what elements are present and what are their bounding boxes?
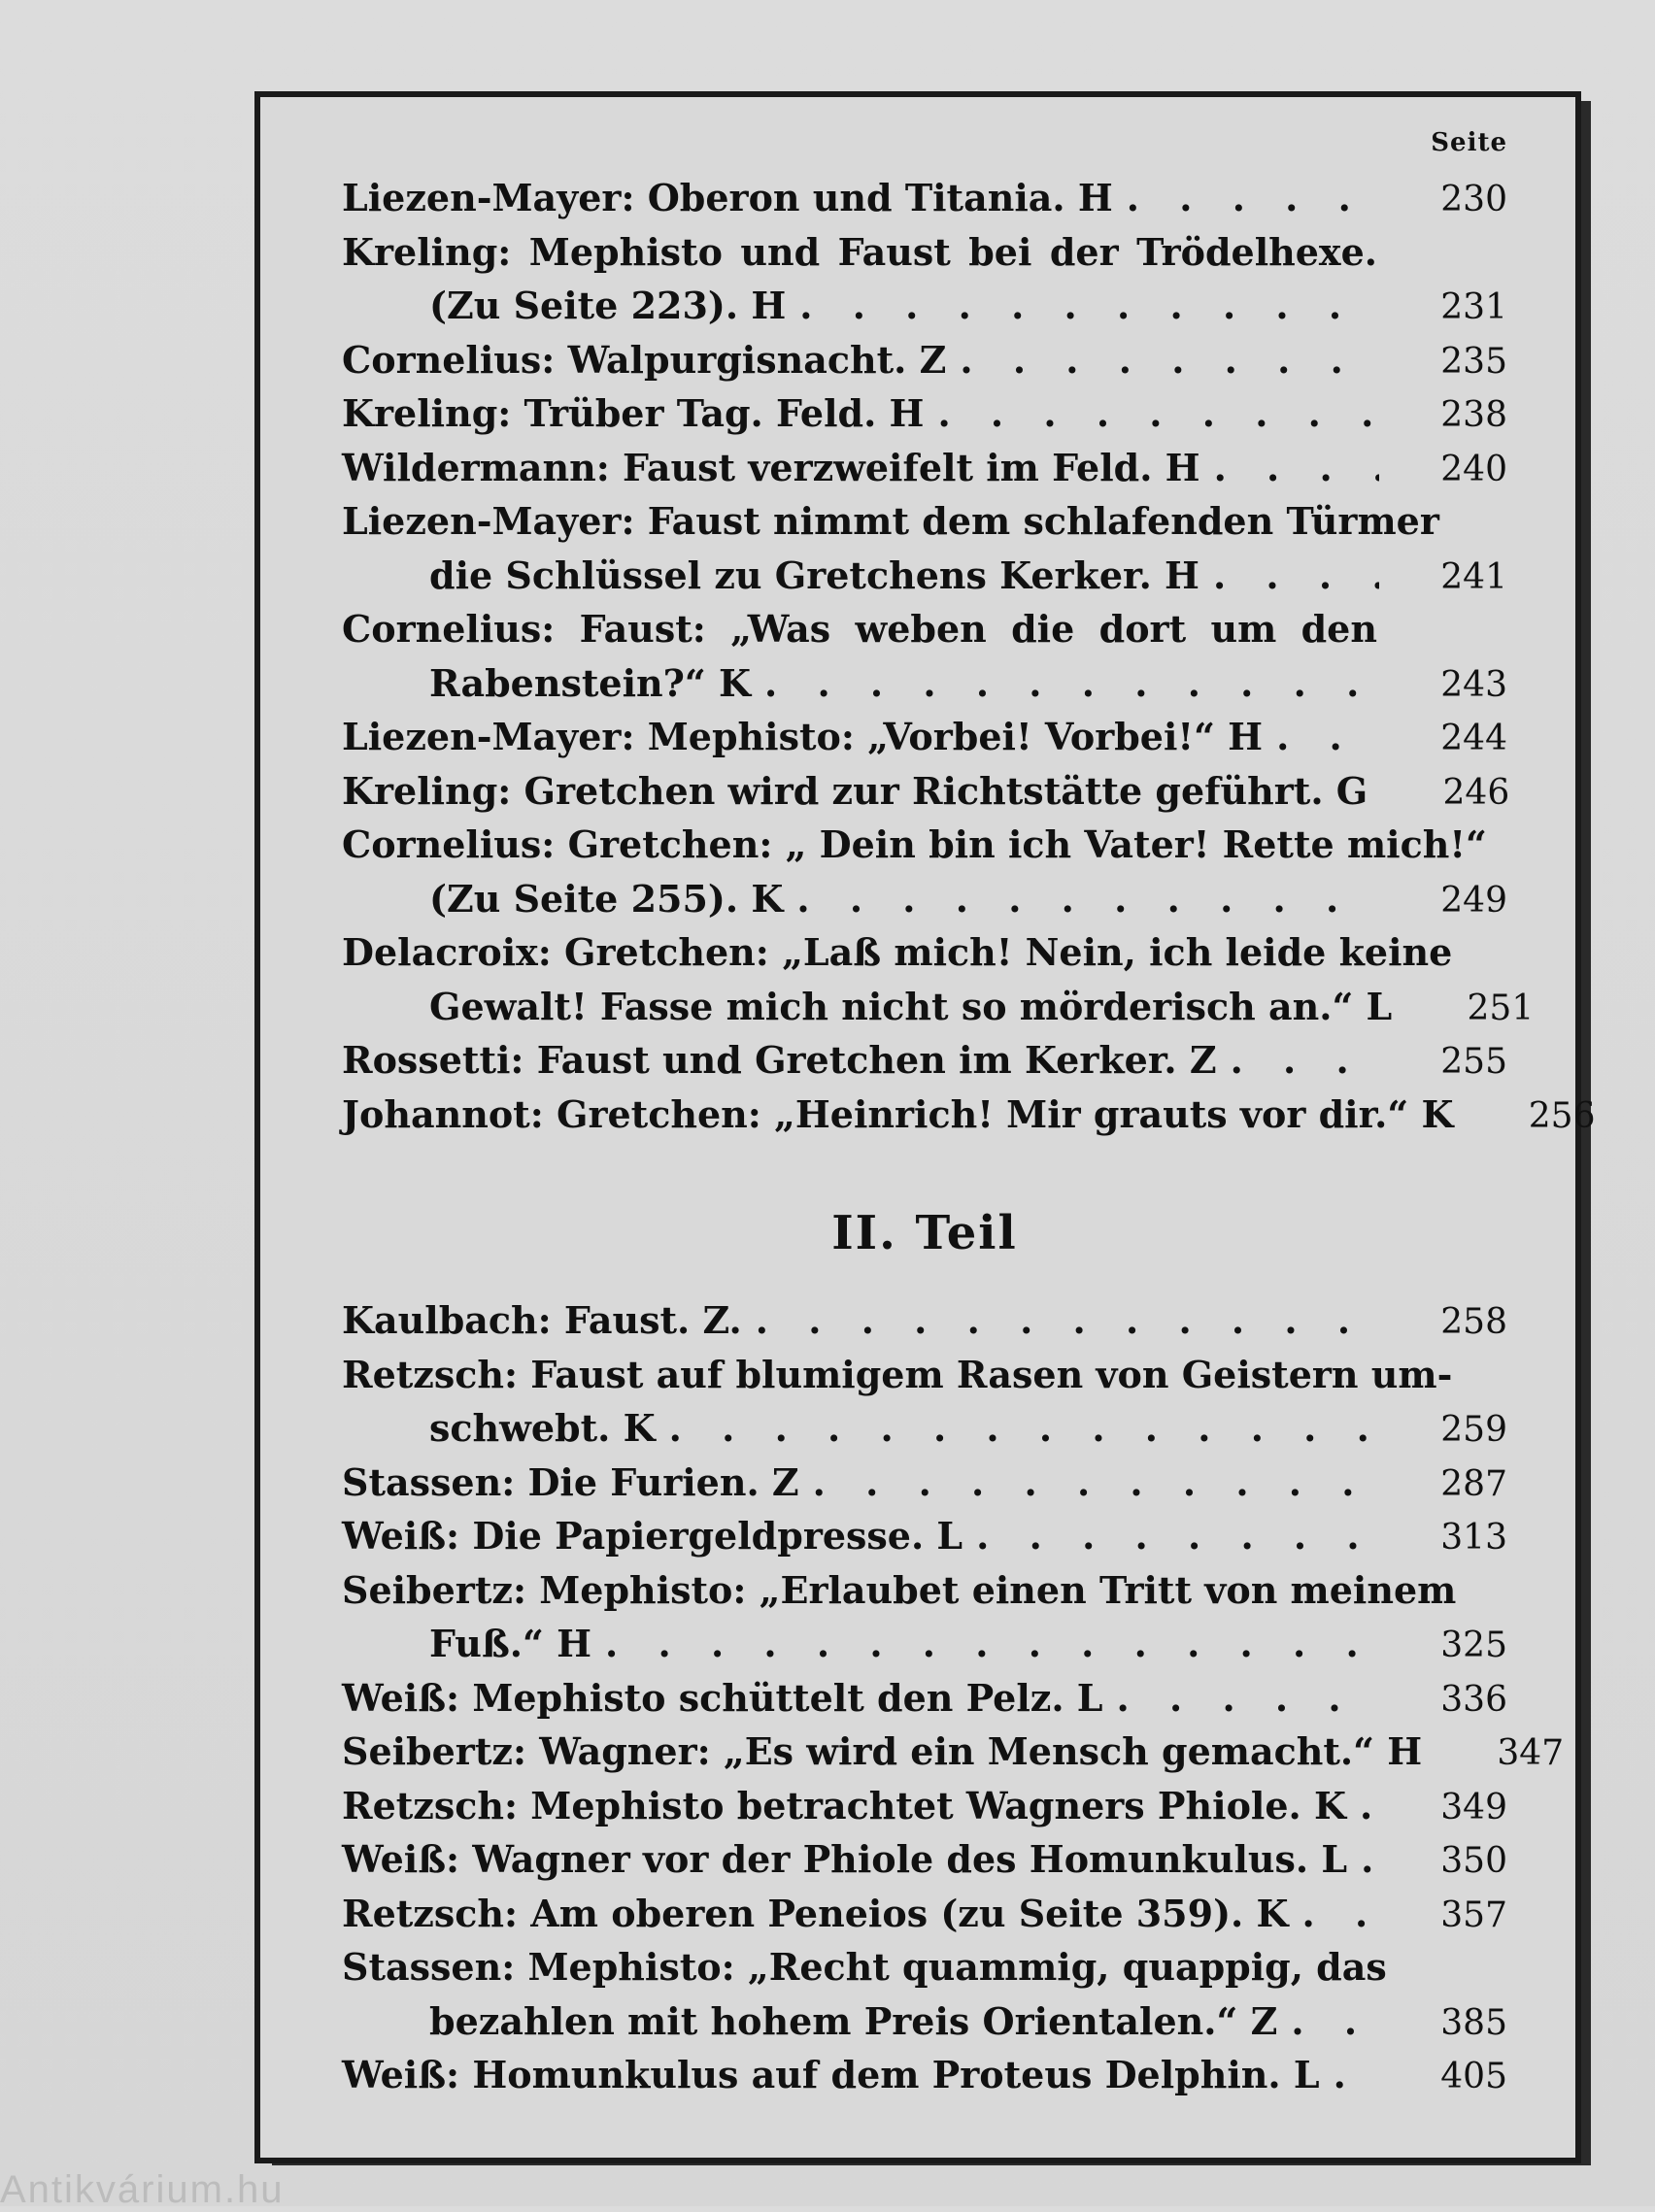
- entry-text: Stassen: Mephisto: „Recht quammig, quappig, das: [342, 1945, 1387, 1989]
- page-number: 231: [1440, 287, 1507, 327]
- entry-text: Fuß.“ H: [429, 1622, 592, 1665]
- page-number: 349: [1440, 1787, 1507, 1827]
- toc-entry: [342, 818, 1507, 925]
- entry-text: (Zu Seite 255). K: [429, 876, 784, 921]
- toc-entry-line: [342, 1293, 1507, 1348]
- toc-entry: [342, 333, 1507, 387]
- watermark-text: Antikvárium.hu: [0, 2168, 285, 2211]
- part1-illustration-list: [342, 171, 1596, 1141]
- toc-entry-line: [342, 710, 1507, 764]
- toc-entry: [342, 602, 1507, 710]
- dot-leader: [1291, 1994, 1379, 2049]
- dot-leader: [799, 279, 1379, 333]
- dot-leader: [1127, 171, 1379, 225]
- entry-text: (Zu Seite 223). H: [429, 284, 787, 327]
- toc-entry-line: [342, 279, 1507, 333]
- page-number: 350: [1440, 1841, 1507, 1881]
- dot-leader: [960, 333, 1379, 387]
- entry-text: Weiß: Homunkulus auf dem Proteus Delphin. L: [342, 2053, 1320, 2096]
- dot-leader: [764, 656, 1379, 711]
- toc-entry: [342, 225, 1507, 333]
- toc-entry: [342, 764, 1510, 819]
- book-page: [254, 91, 1596, 2163]
- entry-text: Gewalt! Fasse mich nicht so mörderisch an.“ L: [429, 984, 1393, 1028]
- toc-entry-line: [342, 602, 1507, 656]
- page-number: 259: [1440, 1410, 1507, 1450]
- page-number: 238: [1440, 395, 1507, 435]
- toc-entry-line: [342, 386, 1507, 441]
- entry-text: Kreling: Mephisto und Faust bei der Trödelhexe.: [342, 229, 1377, 274]
- page-number: 230: [1440, 180, 1507, 219]
- toc-entry: [342, 386, 1507, 441]
- entry-text: Seibertz: Wagner: „Es wird ein Mensch gemacht.“ H: [342, 1729, 1423, 1773]
- page-number: 258: [1440, 1302, 1507, 1342]
- toc-entry-line: [342, 333, 1507, 387]
- page-number: 249: [1440, 880, 1507, 921]
- page-number: 255: [1440, 1042, 1507, 1082]
- toc-entry: [342, 1832, 1507, 1887]
- entry-text: Retzsch: Faust auf blumigem Rasen von Geistern um-: [342, 1352, 1453, 1396]
- toc-entry: [342, 925, 1535, 1033]
- page-number: 240: [1440, 449, 1507, 489]
- toc-entry: [342, 494, 1507, 602]
- entry-text: Stassen: Die Furien. Z: [342, 1459, 799, 1504]
- toc-entry-line: [342, 1033, 1507, 1088]
- toc-entry: [342, 1088, 1596, 1142]
- entry-text: Seibertz: Mephisto: „Erlaubet einen Tritt von meinem: [342, 1567, 1457, 1612]
- page-number: 357: [1440, 1894, 1507, 1935]
- page-number: 256: [1528, 1095, 1596, 1136]
- page-number: 251: [1467, 988, 1535, 1028]
- toc-entry-line: [342, 1509, 1507, 1563]
- dot-leader: [1117, 1671, 1379, 1726]
- toc-entry-line: [342, 1563, 1507, 1618]
- toc-entry-line: [342, 1940, 1507, 1994]
- toc-entry: [342, 171, 1507, 225]
- dot-leader: [976, 1509, 1379, 1563]
- entry-text: Retzsch: Am oberen Peneios (zu Seite 359). K: [342, 1891, 1289, 1935]
- toc-entry: [342, 1456, 1507, 1510]
- dot-leader: [1276, 710, 1379, 764]
- toc-entry-line: [342, 1832, 1507, 1887]
- toc-entry-line: [342, 549, 1507, 603]
- toc-entry: [342, 1563, 1507, 1671]
- toc-entry-line: [342, 818, 1507, 872]
- toc-entry: [342, 2048, 1507, 2102]
- toc-entry: [342, 1725, 1565, 1779]
- toc-entry: [342, 1671, 1507, 1726]
- dot-leader: [937, 386, 1379, 441]
- seite-column-header: Seite: [1431, 128, 1507, 157]
- toc-entry-line: [342, 656, 1507, 711]
- toc-entry-line: [342, 1994, 1507, 2049]
- toc-entry: [342, 1940, 1507, 2048]
- toc-entry-line: [342, 1671, 1507, 1726]
- toc-entry-line: [342, 2048, 1507, 2102]
- entry-text: schwebt. K: [429, 1406, 656, 1450]
- entry-text: Johannot: Gretchen: „Heinrich! Mir grauts vor dir.“ K: [342, 1091, 1454, 1136]
- toc-entry-line: [342, 441, 1507, 495]
- dot-leader: [1214, 441, 1379, 495]
- page-number: 405: [1440, 2057, 1507, 2096]
- page-number: 347: [1497, 1733, 1565, 1773]
- page-number: 244: [1440, 719, 1507, 758]
- toc-entry-line: [342, 1348, 1507, 1402]
- dot-leader: [605, 1617, 1379, 1671]
- entry-text: Kreling: Gretchen wird zur Richtstätte geführt. G: [342, 768, 1368, 813]
- dot-leader: [1231, 1033, 1379, 1088]
- page-number: 325: [1440, 1625, 1507, 1665]
- entry-text: Weiß: Die Papiergeldpresse. L: [342, 1514, 963, 1558]
- part2-illustration-list: [342, 1293, 1565, 2102]
- entry-text: Liezen-Mayer: Faust nimmt dem schlafenden Türmer: [342, 499, 1439, 543]
- entry-text: Kreling: Trüber Tag. Feld. H: [342, 391, 925, 435]
- toc-entry-line: [342, 1456, 1507, 1510]
- entry-text: Kaulbach: Faust. Z.: [342, 1298, 742, 1342]
- entry-text: Cornelius: Faust: „Was weben die dort um den: [342, 607, 1377, 651]
- toc-entry: [342, 710, 1507, 764]
- entry-text: Rabenstein?“ K: [429, 660, 752, 705]
- toc-entry-line: [342, 1401, 1507, 1456]
- toc-entry: [342, 1509, 1507, 1563]
- toc-entry-line: [342, 225, 1507, 280]
- entry-text: Retzsch: Mephisto betrachtet Wagners Phiole. K: [342, 1783, 1347, 1827]
- toc-entry: [342, 441, 1507, 495]
- toc-entry: [342, 1348, 1507, 1456]
- toc-entry-line: [342, 1779, 1507, 1833]
- toc-entry: [342, 1293, 1507, 1348]
- entry-text: Liezen-Mayer: Oberon und Titania. H: [342, 176, 1113, 219]
- entry-text: Weiß: Mephisto schüttelt den Pelz. L: [342, 1675, 1103, 1720]
- entry-text: Delacroix: Gretchen: „Laß mich! Nein, ich leide keine: [342, 930, 1453, 974]
- toc-entry-line: [342, 1617, 1507, 1671]
- entry-text: Cornelius: Gretchen: „ Dein bin ich Vater! Rette mich!“: [342, 822, 1487, 866]
- page-number: 235: [1440, 341, 1507, 382]
- toc-entry: [342, 1887, 1507, 1941]
- page-number: 241: [1440, 556, 1507, 597]
- entry-text: die Schlüssel zu Gretchens Kerker. H: [429, 553, 1199, 597]
- toc-entry-line: [342, 1725, 1565, 1779]
- toc-entry-line: [342, 494, 1507, 549]
- toc-entry-line: [342, 925, 1507, 980]
- part2-heading: II. Teil: [831, 1206, 1018, 1260]
- dot-leader: [1360, 1779, 1379, 1833]
- entry-text: Weiß: Wagner vor der Phiole des Homunkulus. L: [342, 1837, 1348, 1881]
- toc-entry: [342, 1033, 1507, 1088]
- dot-leader: [1213, 549, 1379, 603]
- entry-text: Liezen-Mayer: Mephisto: „Vorbei! Vorbei!“ H: [342, 715, 1264, 758]
- toc-entry-line: [342, 1887, 1507, 1941]
- dot-leader: [796, 872, 1379, 926]
- page-number: 246: [1442, 772, 1510, 813]
- entry-text: Rossetti: Faust und Gretchen im Kerker. Z: [342, 1038, 1217, 1082]
- page-number: 313: [1440, 1518, 1507, 1558]
- entry-text: Cornelius: Walpurgisnacht. Z: [342, 337, 947, 382]
- toc-entry-line: [342, 872, 1507, 926]
- toc-entry-line: [342, 980, 1535, 1034]
- page-number: 385: [1440, 2002, 1507, 2043]
- toc-entry: [342, 1779, 1507, 1833]
- page-number: 336: [1440, 1679, 1507, 1720]
- dot-leader: [756, 1293, 1379, 1348]
- dot-leader: [1361, 1832, 1379, 1887]
- dot-leader: [813, 1456, 1379, 1510]
- entry-text: bezahlen mit hohem Preis Orientalen.“ Z: [429, 1998, 1278, 2043]
- toc-entry-line: [342, 764, 1510, 819]
- dot-leader: [1334, 2048, 1379, 2102]
- dot-leader: [669, 1401, 1379, 1456]
- page-number: 243: [1440, 664, 1507, 705]
- page-number: 287: [1440, 1463, 1507, 1504]
- toc-entry-line: [342, 1088, 1596, 1142]
- toc-entry-line: [342, 171, 1507, 225]
- entry-text: Wildermann: Faust verzweifelt im Feld. H: [342, 445, 1200, 489]
- dot-leader: [1302, 1887, 1379, 1941]
